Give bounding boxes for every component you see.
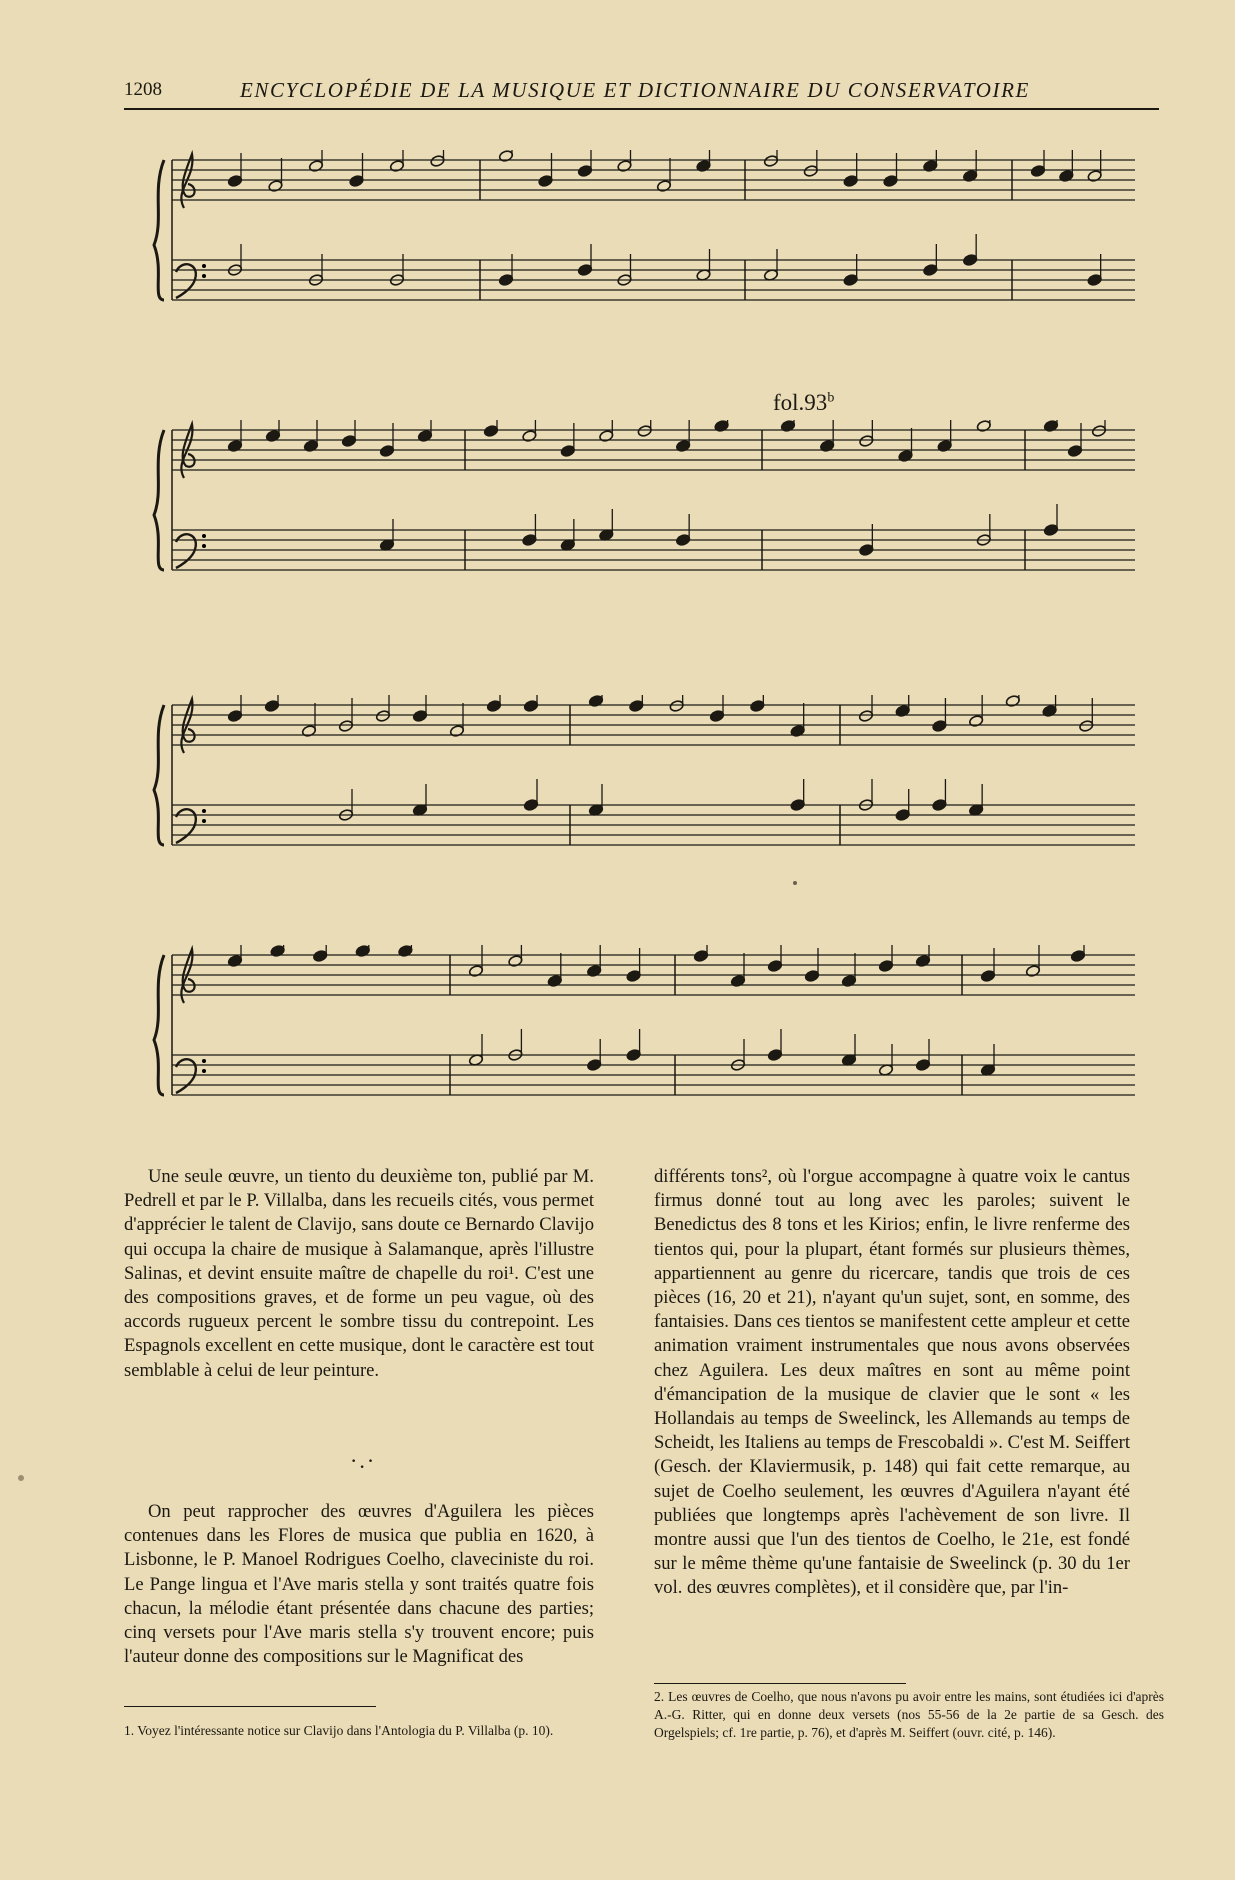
bass-clef-dot [202,1059,206,1063]
footnote-1: 1. Voyez l'intéressante notice sur Clavijo dans l'Antologia du P. Villalba (p. 10). [124,1723,554,1738]
bass-clef-icon [176,534,196,568]
paragraph-clavijo: Une seule œuvre, un tiento du deuxième ton, publié par M. Pedrell et par le P. Villalba, dans les recueils cités, vous permet d'apprécier le talent de Clavijo, sans doute ce Bernardo Clavijo qui occupa la chaire de musique à Salamanque, après l'illustre Salinas, et devint ensuite maître de chapelle du roi¹. C'est une des compositions graves, et de forme un peu vague, où des accords rugueux percent le sombre tissu du contrepoint. Les Espagnols excellent en cette musique, dont le caractère est tout semblable à celui de leur peinture. [124,1166,594,1381]
footnote-rule-right [654,1683,906,1684]
bass-clef-dot [202,544,206,548]
right-column [654,1165,1130,1601]
paper-stain [18,1475,24,1481]
score-system-3 [150,695,1140,875]
bass-clef-dot [202,264,206,268]
brace [154,430,164,570]
brace [154,160,164,300]
header-rule [124,108,1159,110]
folio-suffix: b [827,390,835,406]
brace [154,705,164,845]
running-title: ENCYCLOPÉDIE DE LA MUSIQUE ET DICTIONNAIRE DU CONSERVATOIRE [240,78,1030,102]
score-system-4 [150,945,1140,1125]
bass-clef-dot [202,534,206,538]
bass-clef-dot [202,809,206,813]
bass-clef-icon [176,809,196,843]
folio-number: fol.93 [773,390,828,415]
bass-clef-dot [202,274,206,278]
left-column-second [124,1500,594,1669]
bass-clef-dot [202,819,206,823]
footnote-rule-left [124,1706,376,1707]
bass-clef-dot [202,1069,206,1073]
paper-speck [793,881,797,885]
paragraph-coelho: On peut rapprocher des œuvres d'Aguilera les pièces contenues dans les Flores de musica que publia en 1620, à Lisbonne, le P. Manoel Rodrigues Coelho, claveciniste du roi. Le Pange lingua et l'Ave maris stella y sont traités quatre fois chacun, la mélodie étant présentée dans chacune des parties; cinq versets pour l'Ave maris stella s'y trouvent encore; puis l'auteur donne des compositions sur le Magnificat des [124,1501,594,1668]
page-number: 1208 [124,79,162,100]
score-system-2 [150,420,1140,600]
folio-label [773,390,834,416]
footnote-2: 2. Les œuvres de Coelho, que nous n'avons pu avoir entre les mains, sont étudiées ici d'après A.-G. Ritter, qui en donne deux versets (nos 55-56 de la 2e partie de sa Gesch. des Orgelspiels; cf. 1re partie, p. 76), et d'après M. Seiffert (ouvr. cité, p. 146). [654,1689,1164,1740]
bass-clef-icon [176,264,196,298]
section-separator: ·.· [350,1448,377,1473]
score-system-1 [150,150,1140,330]
paragraph-continuation: différents tons², où l'orgue accompagne à quatre voix le cantus firmus donné tout au long avec les paroles; suivent le Benedictus des 8 tons et les Kirios; enfin, le livre renferme des tientos qui, pour la plupart, étant formés sur plusieurs thèmes, appartiennent au genre du ricercare, tandis que trois de ces pièces (16, 20 et 21), n'ayant qu'un sujet, sont, en somme, des fantaisies. Dans ces tientos se manifestent cette ampleur et cette animation vraiment instrumentales que nous avons observées chez Aguilera. Les deux maîtres en sont au même point d'émancipation de la musique de clavier que le sont « les Hollandais au temps de Sweelinck, les Allemands au temps de Scheidt, les Italiens au temps de Frescobaldi ». C'est M. Seiffert (Gesch. der Klaviermusik, p. 148) qui fait cette remarque, au sujet de Coelho seulement, les œuvres d'Aguilera n'ayant été publiées que longtemps après l'achèvement de son livre. Il montre aussi que l'un des tientos de Coelho, le 21e, est fondé sur le même thème qu'une fantaisie de Sweelinck (p. 30 du 1er vol. des œuvres complètes), et il considère que, par l'in- [654,1166,1130,1599]
brace [154,955,164,1095]
bass-clef-icon [176,1059,196,1093]
left-column [124,1165,594,1383]
